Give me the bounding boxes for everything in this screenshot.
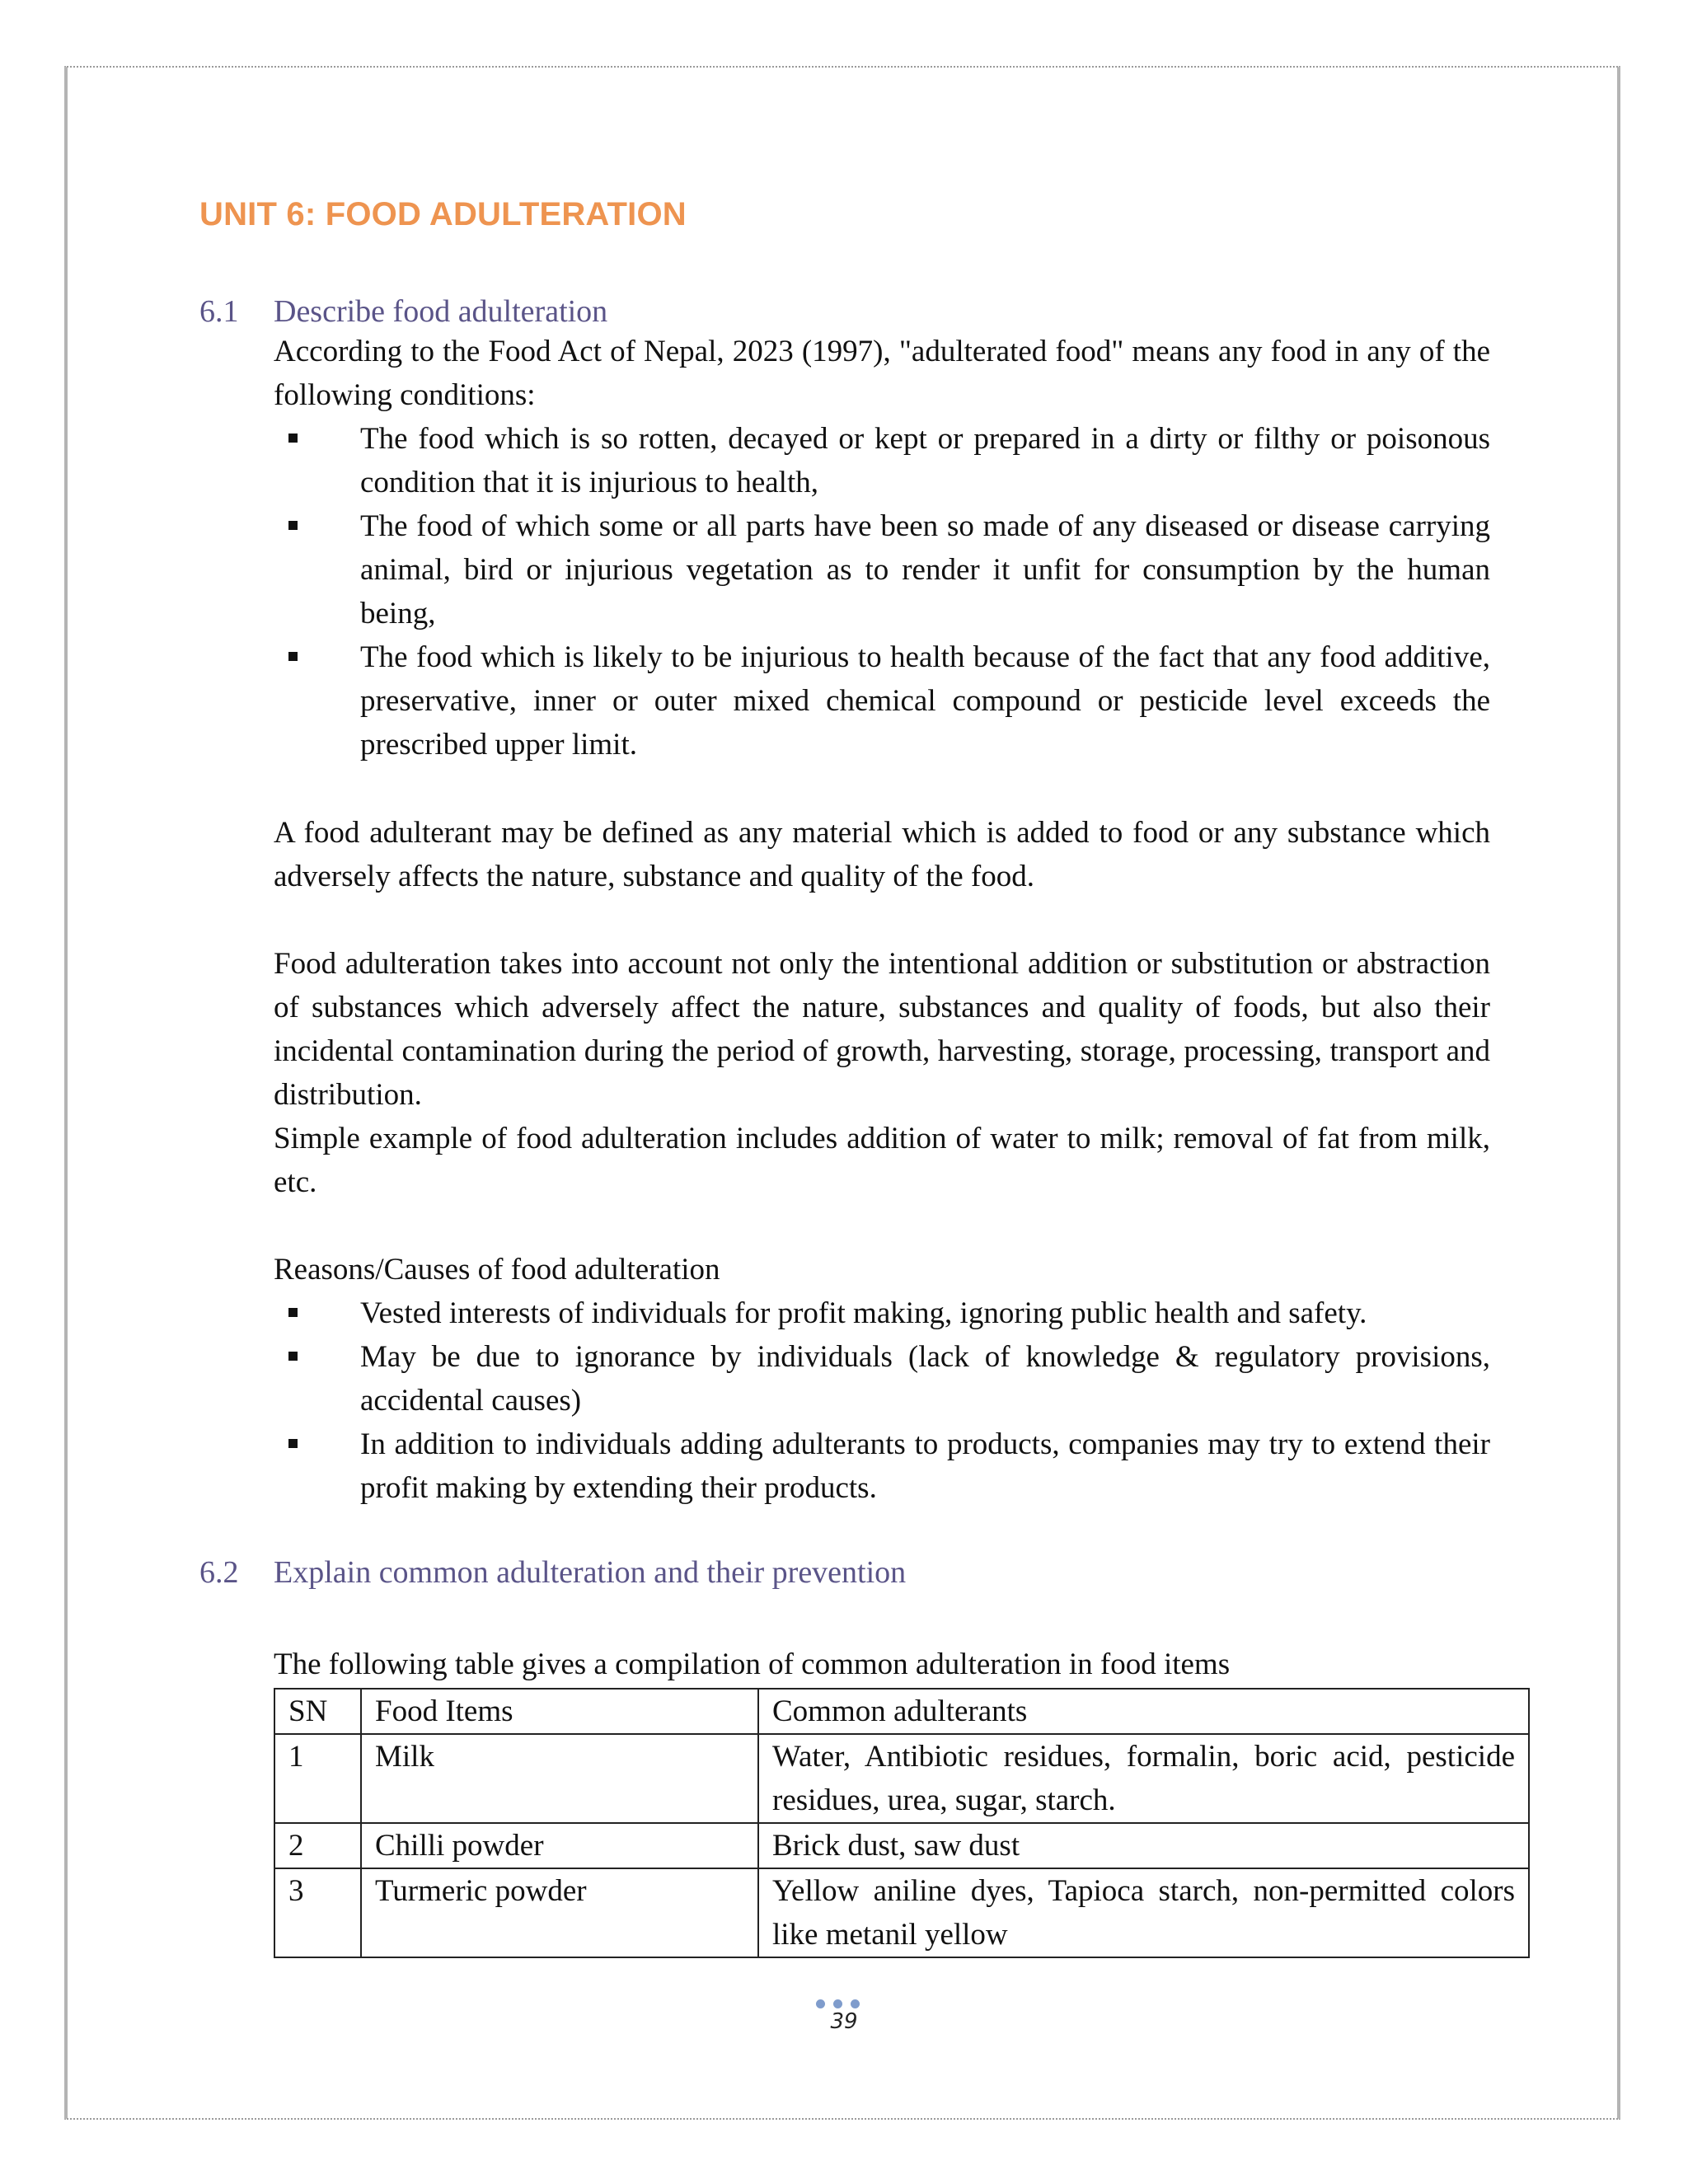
table-row <box>274 1868 1529 1957</box>
list-item: The food which is likely to be injurious to health because of the fact that any food additive, preservative, inner or outer mixed chemical compound or pesticide level exceeds the prescribed upper limit. <box>274 635 1490 766</box>
table-intro: The following table gives a compilation of common adulteration in food items <box>274 1647 1231 1681</box>
column-header-food-items: Food Items <box>361 1689 758 1734</box>
square-bullet-icon <box>288 1439 298 1448</box>
page-number: 39 <box>830 2009 858 2034</box>
section-title: Explain common adulteration and their prevention <box>274 1555 907 1590</box>
section-title: Describe food adulteration <box>274 294 608 329</box>
definition-paragraph: A food adulterant may be defined as any material which is added to food or any substance which adversely affects the nature, substance and quality of the food. <box>274 816 1490 893</box>
list-item: In addition to individuals adding adulterants to products, companies may try to extend their profit making by extending their products. <box>274 1422 1490 1510</box>
footer-dots-icon <box>816 1999 860 2008</box>
example-paragraph: Simple example of food adulteration includes addition of water to milk; removal of fat from milk, etc. <box>274 1122 1490 1199</box>
unit-title: UNIT 6: FOOD ADULTERATION <box>199 196 687 232</box>
section-number: 6.1 <box>199 294 239 329</box>
square-bullet-icon <box>288 652 298 661</box>
list-item: The food which is so rotten, decayed or kept or prepared in a dirty or filthy or poisonous condition that it is injurious to health, <box>274 417 1490 504</box>
reasons-heading: Reasons/Causes of food adulteration <box>274 1253 720 1286</box>
table-cell: Water, Antibiotic residues, formalin, boric acid, pesticide residues, urea, sugar, starch. <box>758 1734 1529 1823</box>
intro-paragraph: According to the Food Act of Nepal, 2023 (1997), "adulterated food" means any food in any of the following conditions: <box>274 335 1490 412</box>
list-item: Vested interests of individuals for profit making, ignoring public health and safety. <box>274 1291 1490 1335</box>
section-6-1-heading <box>199 293 607 330</box>
column-header-common-adulterants: Common adulterants <box>758 1689 1529 1734</box>
list-item: May be due to ignorance by individuals (lack of knowledge & regulatory provisions, accidental causes) <box>274 1335 1490 1422</box>
table-row <box>274 1823 1529 1868</box>
scope-paragraph: Food adulteration takes into account not only the intentional addition or substitution or abstraction of substances which adversely affect the nature, substances and quality of foods, but also their incidental contamination during the period of growth, harvesting, storage, processing, transport and distribution. <box>274 947 1490 1112</box>
square-bullet-icon <box>288 434 298 443</box>
list-item: The food of which some or all parts have been so made of any diseased or disease carrying animal, bird or injurious vegetation as to render it unfit for consumption by the human being, <box>274 504 1490 635</box>
table-cell: 1 <box>274 1734 361 1823</box>
square-bullet-icon <box>288 1352 298 1361</box>
table-cell: Milk <box>361 1734 758 1823</box>
section-number: 6.2 <box>199 1555 239 1590</box>
table-cell: Chilli powder <box>361 1823 758 1868</box>
conditions-list <box>274 417 1490 766</box>
table-cell: Brick dust, saw dust <box>758 1823 1529 1868</box>
table-header-row <box>274 1689 1529 1734</box>
table-cell: Yellow aniline dyes, Tapioca starch, non-permitted colors like metanil yellow <box>758 1868 1529 1957</box>
square-bullet-icon <box>288 1308 298 1317</box>
table-cell: 3 <box>274 1868 361 1957</box>
table-cell: 2 <box>274 1823 361 1868</box>
table-cell: Turmeric powder <box>361 1868 758 1957</box>
adulteration-table <box>274 1688 1530 1958</box>
square-bullet-icon <box>288 521 298 530</box>
column-header-sn: SN <box>274 1689 361 1734</box>
reasons-list <box>274 1291 1490 1510</box>
section-6-2-heading <box>199 1554 906 1591</box>
table-row <box>274 1734 1529 1823</box>
